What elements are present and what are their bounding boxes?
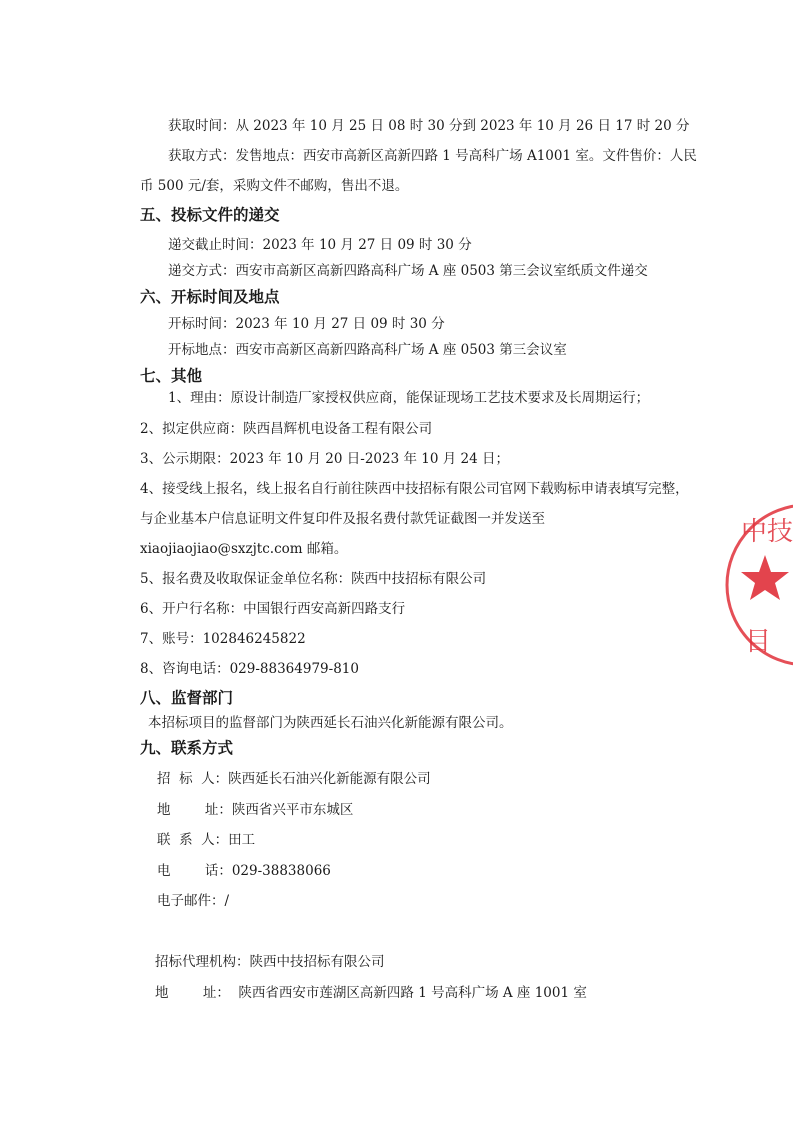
supervision-text: 本招标项目的监督部门为陕西延长石油兴化新能源有限公司。	[148, 715, 513, 731]
opening-time: 开标时间：2023 年 10 月 27 日 09 时 30 分	[168, 316, 445, 332]
acquire-method-line1: 获取方式：发售地点：西安市高新区高新四路 1 号高科广场 A1001 室。文件售价：人民	[168, 148, 697, 164]
opening-place: 开标地点：西安市高新区高新四路高科广场 A 座 0503 第三会议室	[168, 342, 567, 358]
contact-phone: 电 话：029-38838066	[157, 863, 331, 879]
other-item-4-line2: 与企业基本户信息证明文件复印件及报名费付款凭证截图一并发送至	[140, 511, 545, 527]
contact-address: 地 址：陕西省兴平市东城区	[157, 802, 354, 818]
other-item-7: 7、账号：102846245822	[140, 631, 306, 647]
agency-name: 招标代理机构：陕西中技招标有限公司	[155, 954, 385, 970]
submission-deadline: 递交截止时间：2023 年 10 月 27 日 09 时 30 分	[168, 237, 472, 253]
other-item-3: 3、公示期限：2023 年 10 月 20 日-2023 年 10 月 24 日；	[140, 451, 509, 467]
other-item-8: 8、咨询电话：029-88364979-810	[140, 661, 359, 677]
section-6-heading: 六、开标时间及地点	[140, 288, 280, 306]
contact-person: 联 系 人：田工	[157, 832, 256, 848]
acquire-time: 获取时间：从 2023 年 10 月 25 日 08 时 30 分到 2023 年 10 月 26 日 17 时 20 分	[168, 118, 690, 134]
stamp-star-icon	[741, 555, 789, 600]
section-9-heading: 九、联系方式	[140, 739, 234, 757]
acquire-method-line2: 币 500 元/套，采购文件不邮购，售出不退。	[140, 178, 409, 194]
section-5-heading: 五、投标文件的递交	[140, 206, 280, 224]
stamp-text-top: 中技	[741, 517, 793, 547]
other-item-5: 5、报名费及收取保证金单位名称：陕西中技招标有限公司	[140, 571, 487, 587]
section-7-heading: 七、其他	[140, 367, 203, 385]
section-8-heading: 八、监督部门	[140, 689, 234, 707]
other-item-2: 2、拟定供应商：陕西昌辉机电设备工程有限公司	[140, 421, 433, 437]
stamp-text-bottom: 目	[745, 627, 772, 657]
other-item-4-email: xiaojiaojiao@sxzjtc.com 邮箱。	[140, 541, 348, 557]
other-item-1: 1、理由：原设计制造厂家授权供应商，能保证现场工艺技术要求及长周期运行；	[168, 390, 650, 406]
official-seal-stamp	[735, 500, 793, 670]
contact-bidder: 招 标 人：陕西延长石油兴化新能源有限公司	[157, 771, 431, 787]
contact-email: 电子邮件：/	[157, 893, 230, 909]
other-item-6: 6、开户行名称：中国银行西安高新四路支行	[140, 601, 406, 617]
other-item-4-line1: 4、接受线上报名，线上报名自行前往陕西中技招标有限公司官网下载购标申请表填写完整，	[140, 481, 689, 497]
submission-method: 递交方式：西安市高新区高新四路高科广场 A 座 0503 第三会议室纸质文件递交	[168, 263, 648, 279]
agency-address: 地 址： 陕西省西安市莲湖区高新四路 1 号高科广场 A 座 1001 室	[155, 985, 587, 1001]
